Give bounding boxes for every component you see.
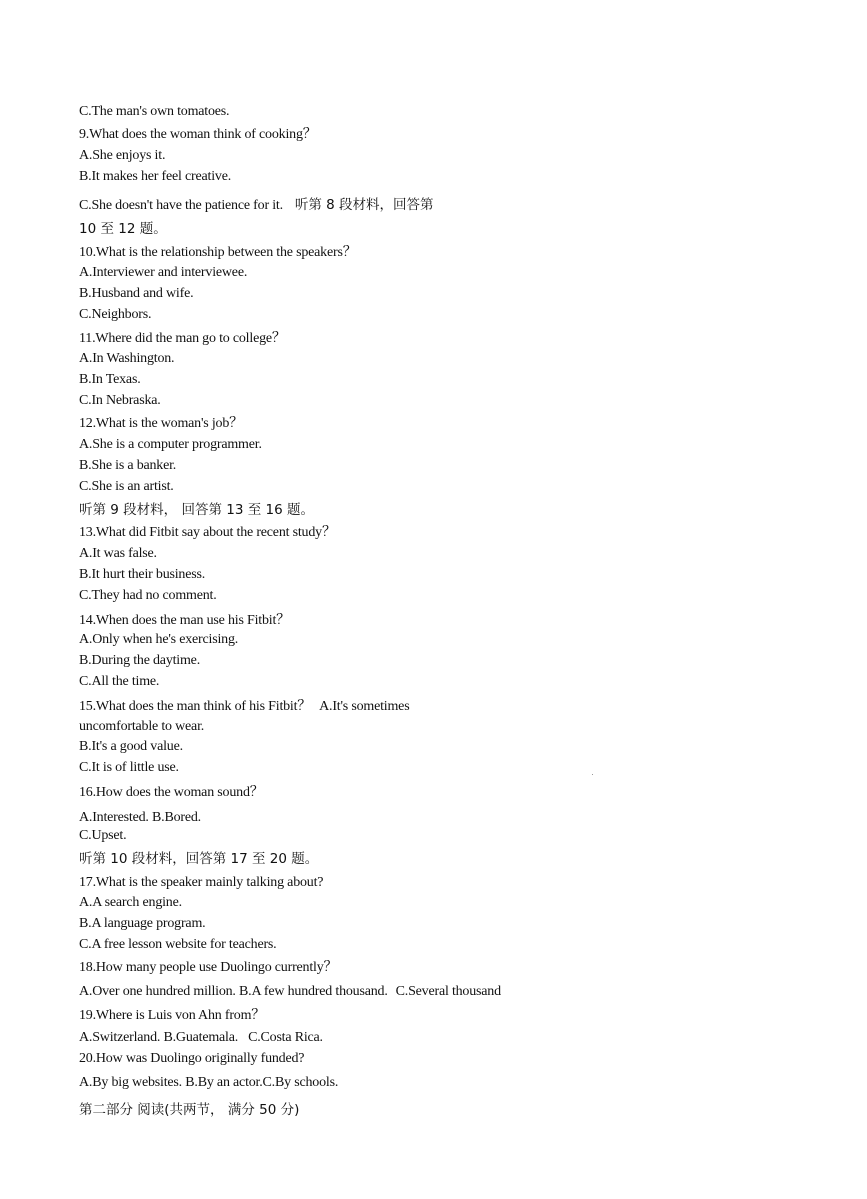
q10-option-c: C.Neighbors. — [79, 307, 152, 322]
q18-question: 18.How many people use Duolingo currently？ — [79, 960, 338, 975]
q19-question: 19.Where is Luis von Ahn from？ — [79, 1008, 266, 1023]
q13-question: 13.What did Fitbit say about the recent study？ — [79, 525, 336, 540]
q18-options-line — [79, 983, 501, 1001]
q12-option-a: A.She is a computer programmer. — [79, 437, 262, 452]
q13-option-c: C.They had no comment. — [79, 588, 217, 603]
q14-question: 14.When does the man use his Fitbit？ — [79, 613, 290, 628]
q11-option-b: B.In Texas. — [79, 372, 141, 387]
section-9-instruction: 听第 9 段材料， 回答第 13 至 16 题。 — [79, 502, 314, 518]
q15-option-c: C.It is of little use. — [79, 760, 179, 775]
scan-speck — [592, 774, 593, 775]
q17-option-a: A.A search engine. — [79, 895, 182, 910]
section-8-range: 10 至 12 题。 — [79, 221, 167, 237]
q15-option-b: B.It's a good value. — [79, 739, 183, 754]
q11-option-a: A.In Washington. — [79, 351, 175, 366]
q20-options: A.By big websites. B.By an actor.C.By schools. — [79, 1075, 339, 1090]
q9-option-b: B.It makes her feel creative. — [79, 169, 232, 184]
section-10-instruction: 听第 10 段材料，回答第 17 至 20 题。 — [79, 851, 319, 867]
q14-option-c: C.All the time. — [79, 674, 160, 689]
section-8-instruction: 听第 8 段材料，回答第 — [294, 197, 434, 213]
q12-option-b: B.She is a banker. — [79, 458, 177, 473]
q19-option-c: C.Costa Rica. — [248, 1030, 323, 1045]
q13-option-a: A.It was false. — [79, 546, 157, 561]
q11-question: 11.Where did the man go to college？ — [79, 331, 286, 346]
q16-option-c: C.Upset. — [79, 828, 127, 843]
q14-option-b: B.During the daytime. — [79, 653, 201, 668]
q9-option-c-line — [79, 196, 434, 215]
q15-option-a: A.It's sometimes — [319, 699, 410, 714]
part-two-heading: 第二部分 阅读(共两节， 满分 50 分) — [79, 1102, 300, 1118]
q10-option-a: A.Interviewer and interviewee. — [79, 265, 248, 280]
q13-option-b: B.It hurt their business. — [79, 567, 206, 582]
q17-option-b: B.A language program. — [79, 916, 206, 931]
q18-option-c: C.Several thousand — [395, 984, 501, 999]
q16-question: 16.How does the woman sound？ — [79, 785, 264, 800]
q15-question-line — [79, 698, 409, 716]
q18-options-ab: A.Over one hundred million. B.A few hundred thousand. — [79, 984, 388, 999]
q15-question: 15.What does the man think of his Fitbit？ — [79, 699, 312, 714]
q20-question: 20.How was Duolingo originally funded? — [79, 1051, 305, 1066]
q19-options-line — [79, 1029, 323, 1047]
q9-option-a: A.She enjoys it. — [79, 148, 166, 163]
q17-option-c: C.A free lesson website for teachers. — [79, 937, 277, 952]
q12-option-c: C.She is an artist. — [79, 479, 174, 494]
q14-option-a: A.Only when he's exercising. — [79, 632, 239, 647]
q11-option-c: C.In Nebraska. — [79, 393, 161, 408]
q15-option-a-cont: uncomfortable to wear. — [79, 719, 205, 734]
q8-option-c: C.The man's own tomatoes. — [79, 104, 230, 119]
q12-question: 12.What is the woman's job？ — [79, 416, 243, 431]
q17-question: 17.What is the speaker mainly talking about? — [79, 875, 324, 890]
q9-option-c: C.She doesn't have the patience for it. — [79, 198, 283, 213]
q10-option-b: B.Husband and wife. — [79, 286, 194, 301]
q19-options-ab: A.Switzerland. B.Guatemala. — [79, 1030, 239, 1045]
q10-question: 10.What is the relationship between the speakers？ — [79, 245, 357, 260]
q16-options-ab: A.Interested. B.Bored. — [79, 810, 201, 825]
q9-question: 9.What does the woman think of cooking？ — [79, 127, 317, 142]
